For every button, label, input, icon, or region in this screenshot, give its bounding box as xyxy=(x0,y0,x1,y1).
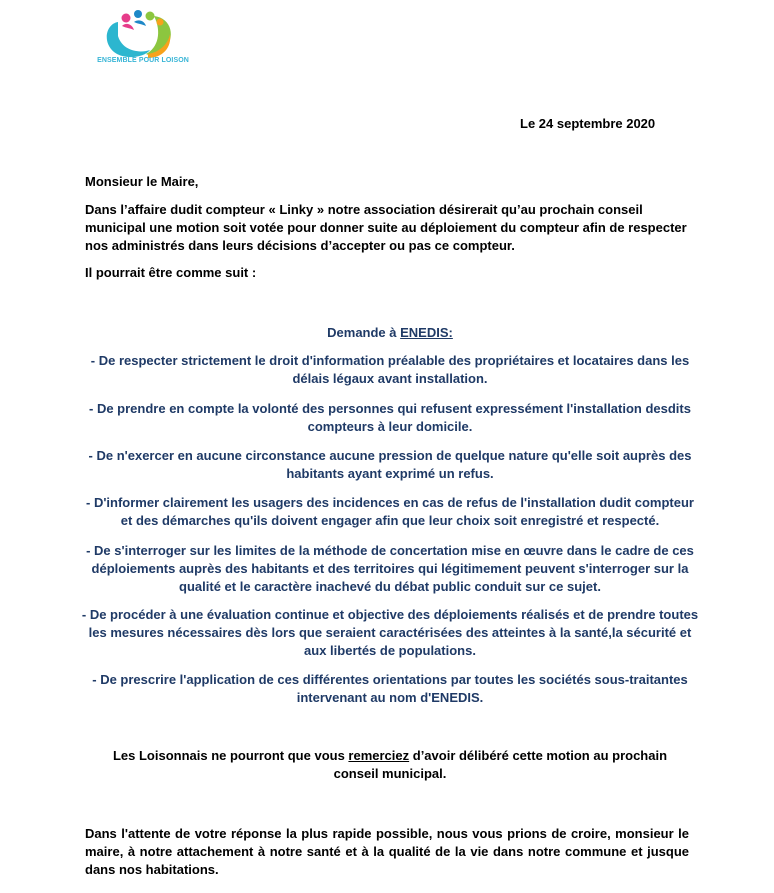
closing-text-end: d’avoir délibéré cette motion au prochain conseil municipal. xyxy=(333,748,668,781)
lead-sentence: Il pourrait être comme suit : xyxy=(85,265,257,280)
demand-heading xyxy=(40,324,740,342)
demand-item: - De n'exercer en aucune circonstance aucune pression de quelque nature qu'elle soit auprès des habitants ayant exprimé un refus. xyxy=(88,448,692,481)
demand-item: - D'informer clairement les usagers des incidences en cas de refus de l'installation dudit compteur et des démarches qu'ils doivent engager afin que leur choix soit enregistré et respecté. xyxy=(86,495,694,528)
demand-item: - De s'interroger sur les limites de la méthode de concertation mise en œuvre dans le cadre de ces déploiements auprès des habitants et des territoires qui légitimement peuvent s'interroger sur la qualité et le caractère inachevé du débat public conduit sur ce sujet. xyxy=(86,543,694,594)
letter-date: Le 24 septembre 2020 xyxy=(520,116,656,131)
demand-item: - De procéder à une évaluation continue et objective des déploiements réalisés et de prendre toutes les mesures nécessaires dès lors que seraient caractérisées des atteintes à la santé,la sécurité et aux libertés de populations. xyxy=(81,607,699,658)
salutation: Monsieur le Maire, xyxy=(85,174,199,189)
final-paragraph: Dans l'attente de votre réponse la plus rapide possible, nous vous prions de croire, monsieur le maire, à notre attachement à notre santé et à la qualité de la vie dans notre commune et jusque dans nos habitations. xyxy=(85,826,689,877)
intro-paragraph: Dans l’affaire dudit compteur « Linky » notre association désirerait qu’au prochain conseil municipal une motion soit votée pour donner suite au déploiement du compteur afin de respecter nos administrés dans leurs décisions d’accepter ou pas ce compteur. xyxy=(85,202,687,253)
logo-figures-icon xyxy=(88,4,198,60)
demand-heading-text: Demande à xyxy=(327,325,401,340)
demand-item: - De respecter strictement le droit d'information préalable des propriétaires et locataires dans les délais légaux avant installation. xyxy=(90,353,690,386)
demand-heading-target: ENEDIS: xyxy=(400,325,453,340)
association-logo xyxy=(88,4,198,68)
closing-text-start: Les Loisonnais ne pourront que vous xyxy=(112,748,349,763)
closing-sentence xyxy=(90,747,690,783)
demand-item: - De prescrire l'application de ces différentes orientations par toutes les sociétés sous-traitantes intervenant au nom d'ENEDIS. xyxy=(92,672,688,705)
logo-caption: ENSEMBLE POUR LOISON xyxy=(97,57,189,64)
demand-item: - De prendre en compte la volonté des personnes qui refusent expressément l'installation desdits compteurs à leur domicile. xyxy=(89,401,691,434)
closing-underlined-word: remerciez xyxy=(348,748,410,763)
